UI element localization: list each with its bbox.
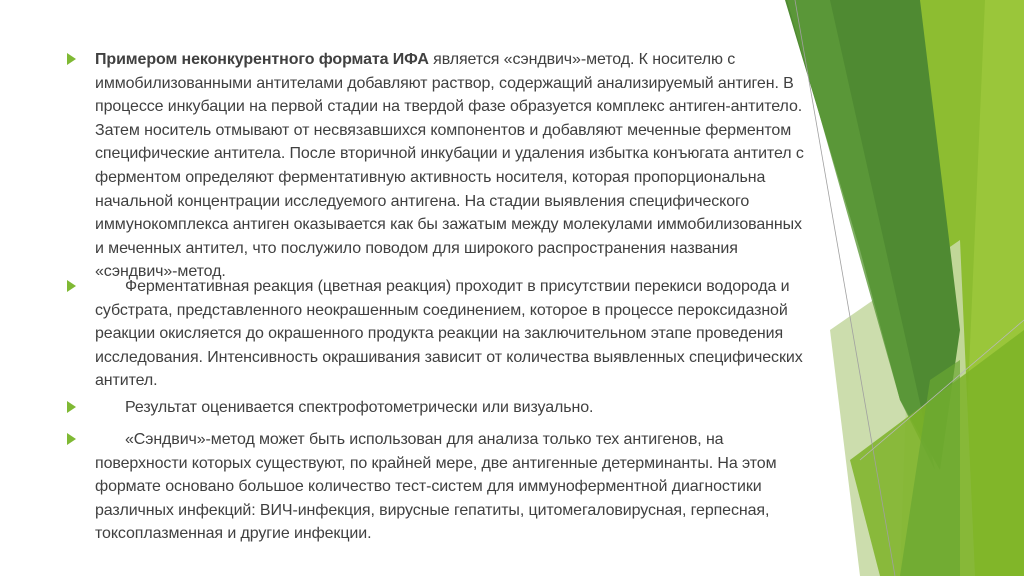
paragraph-line: токсоплазменная и другие инфекции. (95, 525, 372, 543)
paragraph-line: субстрата, представленного неокрашенным соединением, которое в процессе пероксидазной (95, 301, 788, 319)
bullet-arrow-icon (67, 280, 76, 292)
paragraph-line: исследования. Интенсивность окрашивания зависит от количества выявленных специфических (95, 348, 803, 366)
paragraph-line: и меченных антител, что послужило поводом для широкого распространения названия (95, 239, 738, 257)
paragraph-2 (95, 275, 935, 393)
paragraph-line: Затем носитель отмывают от несвязавшихся компонентов и добавляют меченные ферментом (95, 121, 792, 139)
paragraph-4 (95, 428, 935, 546)
paragraph-line: ферментом определяют ферментативную активность носителя, которая пропорциональна (95, 168, 766, 186)
bold-term: Примером неконкурентного формата ИФА (95, 51, 429, 68)
paragraph-line: процессе инкубации на первой стадии на твердой фазе образуется комплекс антиген-антитело. (95, 98, 803, 116)
paragraph-line: формате основано большое количество тест-систем для иммуноферментной диагностики (95, 478, 762, 496)
paragraph-line: различных инфекций: ВИЧ-инфекция, вирусные гепатиты, цитомегаловирусная, герпесная, (95, 501, 770, 519)
paragraph-line: Результат оценивается спектрофотометрически или визуально. (125, 399, 594, 416)
paragraph-line: поверхности которых существуют, по крайней мере, две антигенные детерминанты. На этом (95, 454, 777, 472)
paragraph-line: «сэндвич»-метод. (95, 263, 226, 281)
paragraph-1 (95, 48, 935, 284)
paragraph-line: иммобилизованными антителами добавляют раствор, содержащий анализируемый антиген. В (95, 74, 794, 92)
bullet-arrow-icon (67, 53, 76, 65)
paragraph-line: реакции окисляется до окрашенного продукта реакции на заключительном этапе проведения (95, 325, 784, 343)
paragraph-line (95, 48, 935, 72)
bullet-arrow-icon (67, 401, 76, 413)
paragraph-line: начальной концентрации исследуемого антигена. На стадии выявления специфического (95, 192, 750, 210)
bullet-arrow-icon (67, 433, 76, 445)
paragraph-3 (95, 396, 935, 420)
paragraph-line: Ферментативная реакция (цветная реакция) проходит в присутствии перекиси водорода и (125, 278, 790, 295)
paragraph-line: иммунокомплекса антиген оказывается как бы зажатым между молекулами иммобилизованных (95, 216, 802, 234)
line-text: является «сэндвич»-метод. К носителю с (428, 51, 736, 68)
paragraph-line: «Сэндвич»-метод может быть использован для анализа только тех антигенов, на (125, 431, 724, 448)
paragraph-line: специфические антитела. После вторичной инкубации и удаления избытка конъюгата антител с (95, 145, 804, 163)
paragraph-line: антител. (95, 372, 158, 390)
